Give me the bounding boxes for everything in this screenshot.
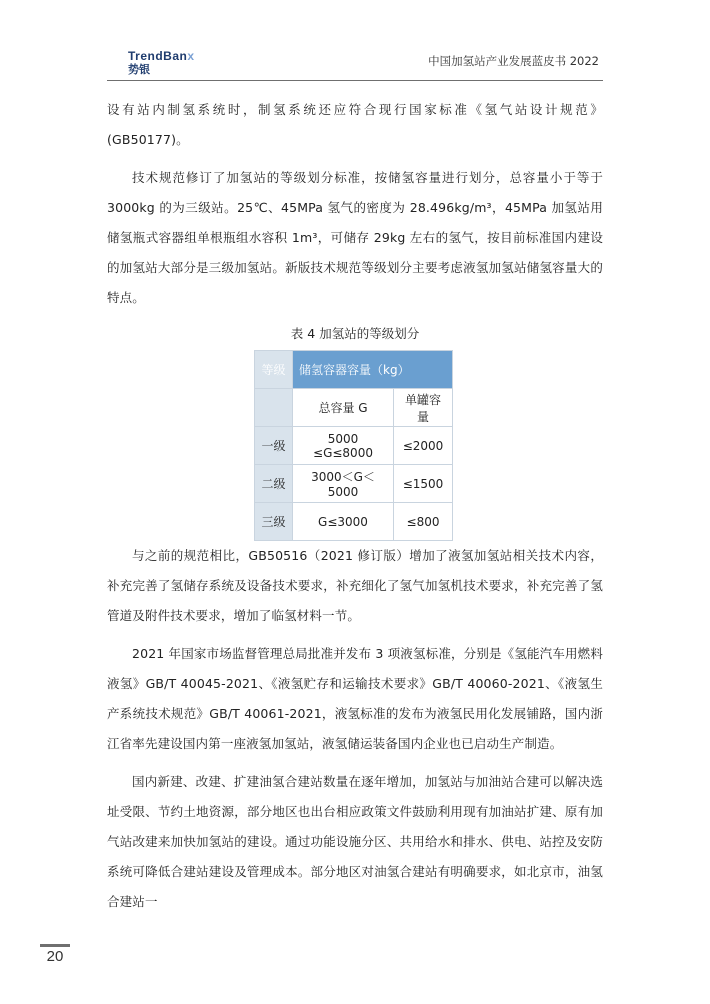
grade-cell: 三级: [255, 503, 293, 541]
single-tank-cell: ≤1500: [394, 465, 453, 503]
total-capacity-cell: G≤3000: [293, 503, 394, 541]
total-capacity-cell: 5000 ≤G≤8000: [293, 427, 394, 465]
header-divider: [107, 80, 603, 81]
page-number-rule: [40, 944, 70, 947]
trendbank-logo: [128, 50, 195, 76]
single-tank-cell: ≤800: [394, 503, 453, 541]
page-header: [0, 0, 710, 92]
page-number: 20: [46, 948, 64, 965]
table-header-row: [255, 351, 453, 389]
page-body: [107, 95, 603, 917]
header-grade: 等级: [255, 351, 293, 389]
logo-text-en: TrendBanx: [128, 49, 195, 63]
logo-text-cn: 势银: [128, 63, 150, 76]
paragraph-gb50516-revision: 与之前的规范相比，GB50516（2021 修订版）增加了液氢加氢站相关技术内容，补充完善了氢储存系统及设备技术要求，补充细化了氢气加氢机技术要求，补充完善了氢管道及附件技术要求，增加了临氢材料一节。: [107, 548, 603, 623]
table-row: [255, 427, 453, 465]
paragraph-station-grading: 技术规范修订了加氢站的等级划分标准，按储氢容量进行划分，总容量小于等于 3000kg 的为三级站。25℃、45MPa 氢气的密度为 28.496kg/m³，45MPa 加氢站用储氢瓶式容器组单根瓶组水容积 1m³，可储存 29kg 左右的氢气，按目前标准国内建设的加氢站大部分是三级加氢站。新版技术规范等级划分主要考虑液氢加氢站储氢容量大的特点。: [107, 170, 603, 305]
grade-cell: 一级: [255, 427, 293, 465]
table-subheader-row: [255, 389, 453, 427]
station-grade-table: [254, 350, 453, 541]
table-caption: 表 4 加氢站的等级划分: [290, 326, 420, 341]
grade-cell: 二级: [255, 465, 293, 503]
report-title: 中国加氢站产业发展蓝皮书 2022: [428, 54, 599, 68]
subheader-blank: [255, 389, 293, 427]
subheader-total-capacity: 总容量 G: [293, 389, 394, 427]
total-capacity-cell: 3000＜G＜5000: [293, 465, 394, 503]
paragraph-liquid-hydrogen-standards: 2021 年国家市场监督管理总局批准并发布 3 项液氢标准，分别是《氢能汽车用燃料 液氢》GB/T 40045-2021、《液氢贮存和运输技术要求》GB/T 40060-2021、《液氢生产系统技术规范》GB/T 40061-2021，液氢标准的发布为液氢民用化发展铺路，国内浙江省率先建设国内第一座液氢加氢站，液氢储运装备国内企业也已启动生产制造。: [107, 646, 603, 751]
table-row: [255, 465, 453, 503]
header-capacity: 储氢容器容量（kg）: [293, 351, 453, 389]
paragraph-combined-stations: 国内新建、改建、扩建油氢合建站数量在逐年增加，加氢站与加油站合建可以解决选址受限、节约土地资源，部分地区也出台相应政策文件鼓励利用现有加油站扩建、原有加气站改建来加快加氢站的建设。通过功能设施分区、共用给水和排水、供电、站控及安防系统可降低合建站建设及管理成本。部分地区对油氢合建站有明确要求，如北京市，油氢合建站一: [107, 774, 603, 909]
single-tank-cell: ≤2000: [394, 427, 453, 465]
paragraph-hydrogen-production-system: 设有站内制氢系统时，制氢系统还应符合现行国家标准《氢气站设计规范》(GB50177)。: [107, 102, 603, 147]
subheader-single-tank: 单罐容量: [394, 389, 453, 427]
table-row: [255, 503, 453, 541]
